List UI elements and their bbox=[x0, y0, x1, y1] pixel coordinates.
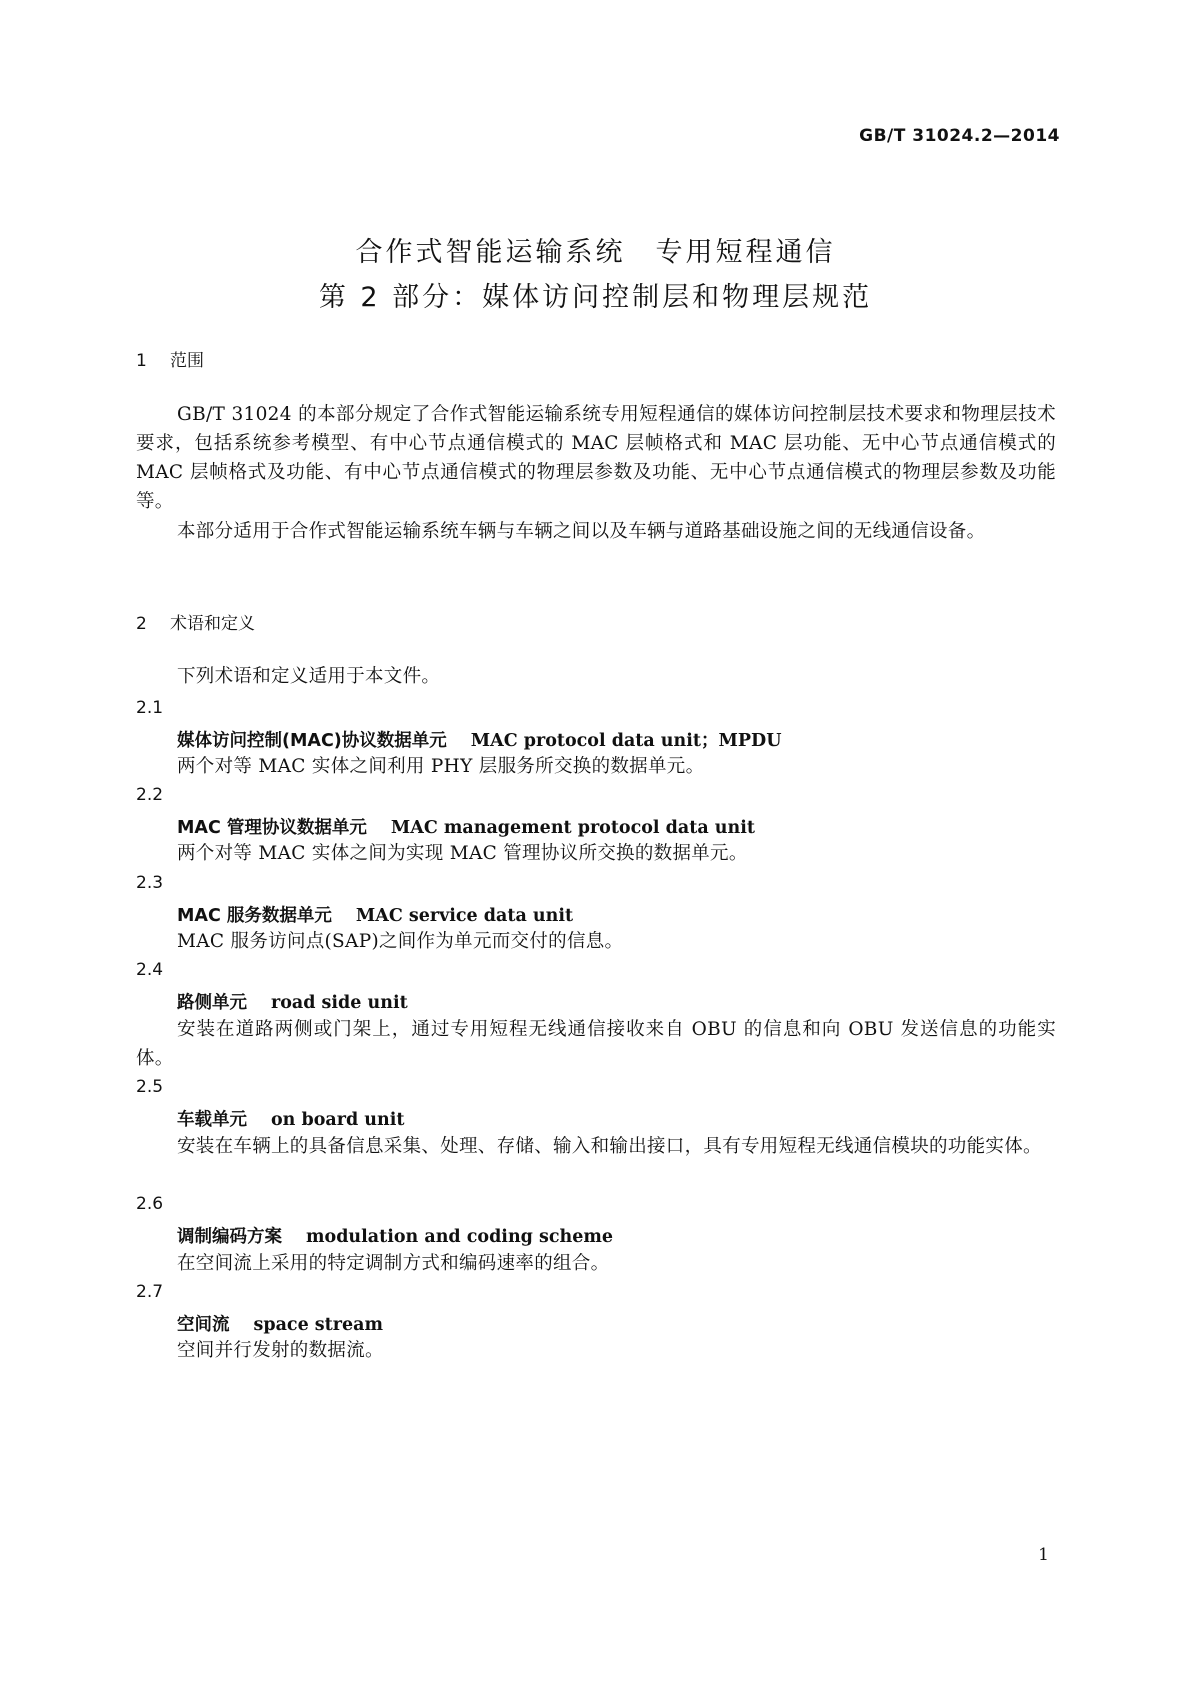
term-name-zh: 空间流 bbox=[177, 1315, 230, 1335]
term-definition: 在空间流上采用的特定调制方式和编码速率的组合。 bbox=[177, 1253, 610, 1274]
term-name bbox=[177, 1311, 383, 1336]
term-name-zh: 媒体访问控制(MAC)协议数据单元 bbox=[177, 731, 447, 751]
term-name bbox=[177, 989, 408, 1014]
term-name-zh: 车载单元 bbox=[177, 1110, 247, 1130]
term-name bbox=[177, 1223, 613, 1248]
term-name-en: MAC management protocol data unit bbox=[390, 818, 755, 838]
section-title: 术语和定义 bbox=[170, 614, 255, 634]
term-name-zh: 路侧单元 bbox=[177, 993, 247, 1013]
term-name-en: space stream bbox=[253, 1315, 383, 1335]
term-name-zh: 调制编码方案 bbox=[177, 1227, 282, 1247]
page-number: 1 bbox=[1038, 1545, 1049, 1565]
term-number: 2.4 bbox=[136, 960, 164, 980]
section-title: 范围 bbox=[170, 351, 204, 371]
section-heading-scope bbox=[136, 346, 204, 371]
term-definition: 空间并行发射的数据流。 bbox=[177, 1340, 384, 1361]
term-definition: 安装在车辆上的具备信息采集、处理、存储、输入和输出接口，具有专用短程无线通信模块的功能实体。 bbox=[177, 1136, 1042, 1157]
document-title-line2: 第 2 部分：媒体访问控制层和物理层规范 bbox=[318, 282, 873, 313]
term-name-en: MAC protocol data unit；MPDU bbox=[470, 731, 782, 751]
scope-paragraph-1: GB/T 31024 的本部分规定了合作式智能运输系统专用短程通信的媒体访问控制层技术要求和物理层技术要求，包括系统参考模型、有中心节点通信模式的 MAC 层帧格式和 MAC 层功能、无中心节点通信模式的 MAC 层帧格式及功能、有中心节点通信模式的物理层参数及功能、无中心节点通信模式的物理层参数及功能等。 bbox=[136, 404, 1056, 512]
term-name-en: modulation and coding scheme bbox=[306, 1227, 614, 1247]
term-name-en: MAC service data unit bbox=[355, 906, 574, 926]
term-name bbox=[177, 1106, 404, 1131]
term-name bbox=[177, 902, 573, 927]
document-title-line1: 合作式智能运输系统 专用短程通信 bbox=[355, 237, 836, 268]
term-number: 2.1 bbox=[136, 698, 164, 718]
scope-paragraph-2: 本部分适用于合作式智能运输系统车辆与车辆之间以及车辆与道路基础设施之间的无线通信设备。 bbox=[177, 521, 986, 542]
term-number: 2.7 bbox=[136, 1282, 164, 1302]
term-definition: MAC 服务访问点(SAP)之间作为单元而交付的信息。 bbox=[177, 931, 624, 952]
term-definition: 安装在道路两侧或门架上，通过专用短程无线通信接收来自 OBU 的信息和向 OBU 发送信息的功能实体。 bbox=[136, 1019, 1056, 1069]
term-name bbox=[177, 727, 781, 752]
section-number: 1 bbox=[136, 351, 147, 371]
term-number: 2.6 bbox=[136, 1194, 164, 1214]
term-number: 2.3 bbox=[136, 873, 164, 893]
term-name bbox=[177, 814, 755, 839]
term-name-zh: MAC 管理协议数据单元 bbox=[177, 818, 367, 838]
section-number: 2 bbox=[136, 614, 147, 634]
term-name-en: road side unit bbox=[271, 993, 408, 1013]
term-definition: 两个对等 MAC 实体之间为实现 MAC 管理协议所交换的数据单元。 bbox=[177, 843, 748, 864]
section-heading-terms bbox=[136, 609, 255, 634]
term-number: 2.5 bbox=[136, 1077, 164, 1097]
term-name-zh: MAC 服务数据单元 bbox=[177, 906, 332, 926]
term-definition: 两个对等 MAC 实体之间利用 PHY 层服务所交换的数据单元。 bbox=[177, 756, 705, 777]
term-number: 2.2 bbox=[136, 785, 164, 805]
term-name-en: on board unit bbox=[271, 1110, 405, 1130]
terms-intro: 下列术语和定义适用于本文件。 bbox=[177, 666, 441, 687]
standard-number: GB/T 31024.2—2014 bbox=[859, 126, 1060, 146]
